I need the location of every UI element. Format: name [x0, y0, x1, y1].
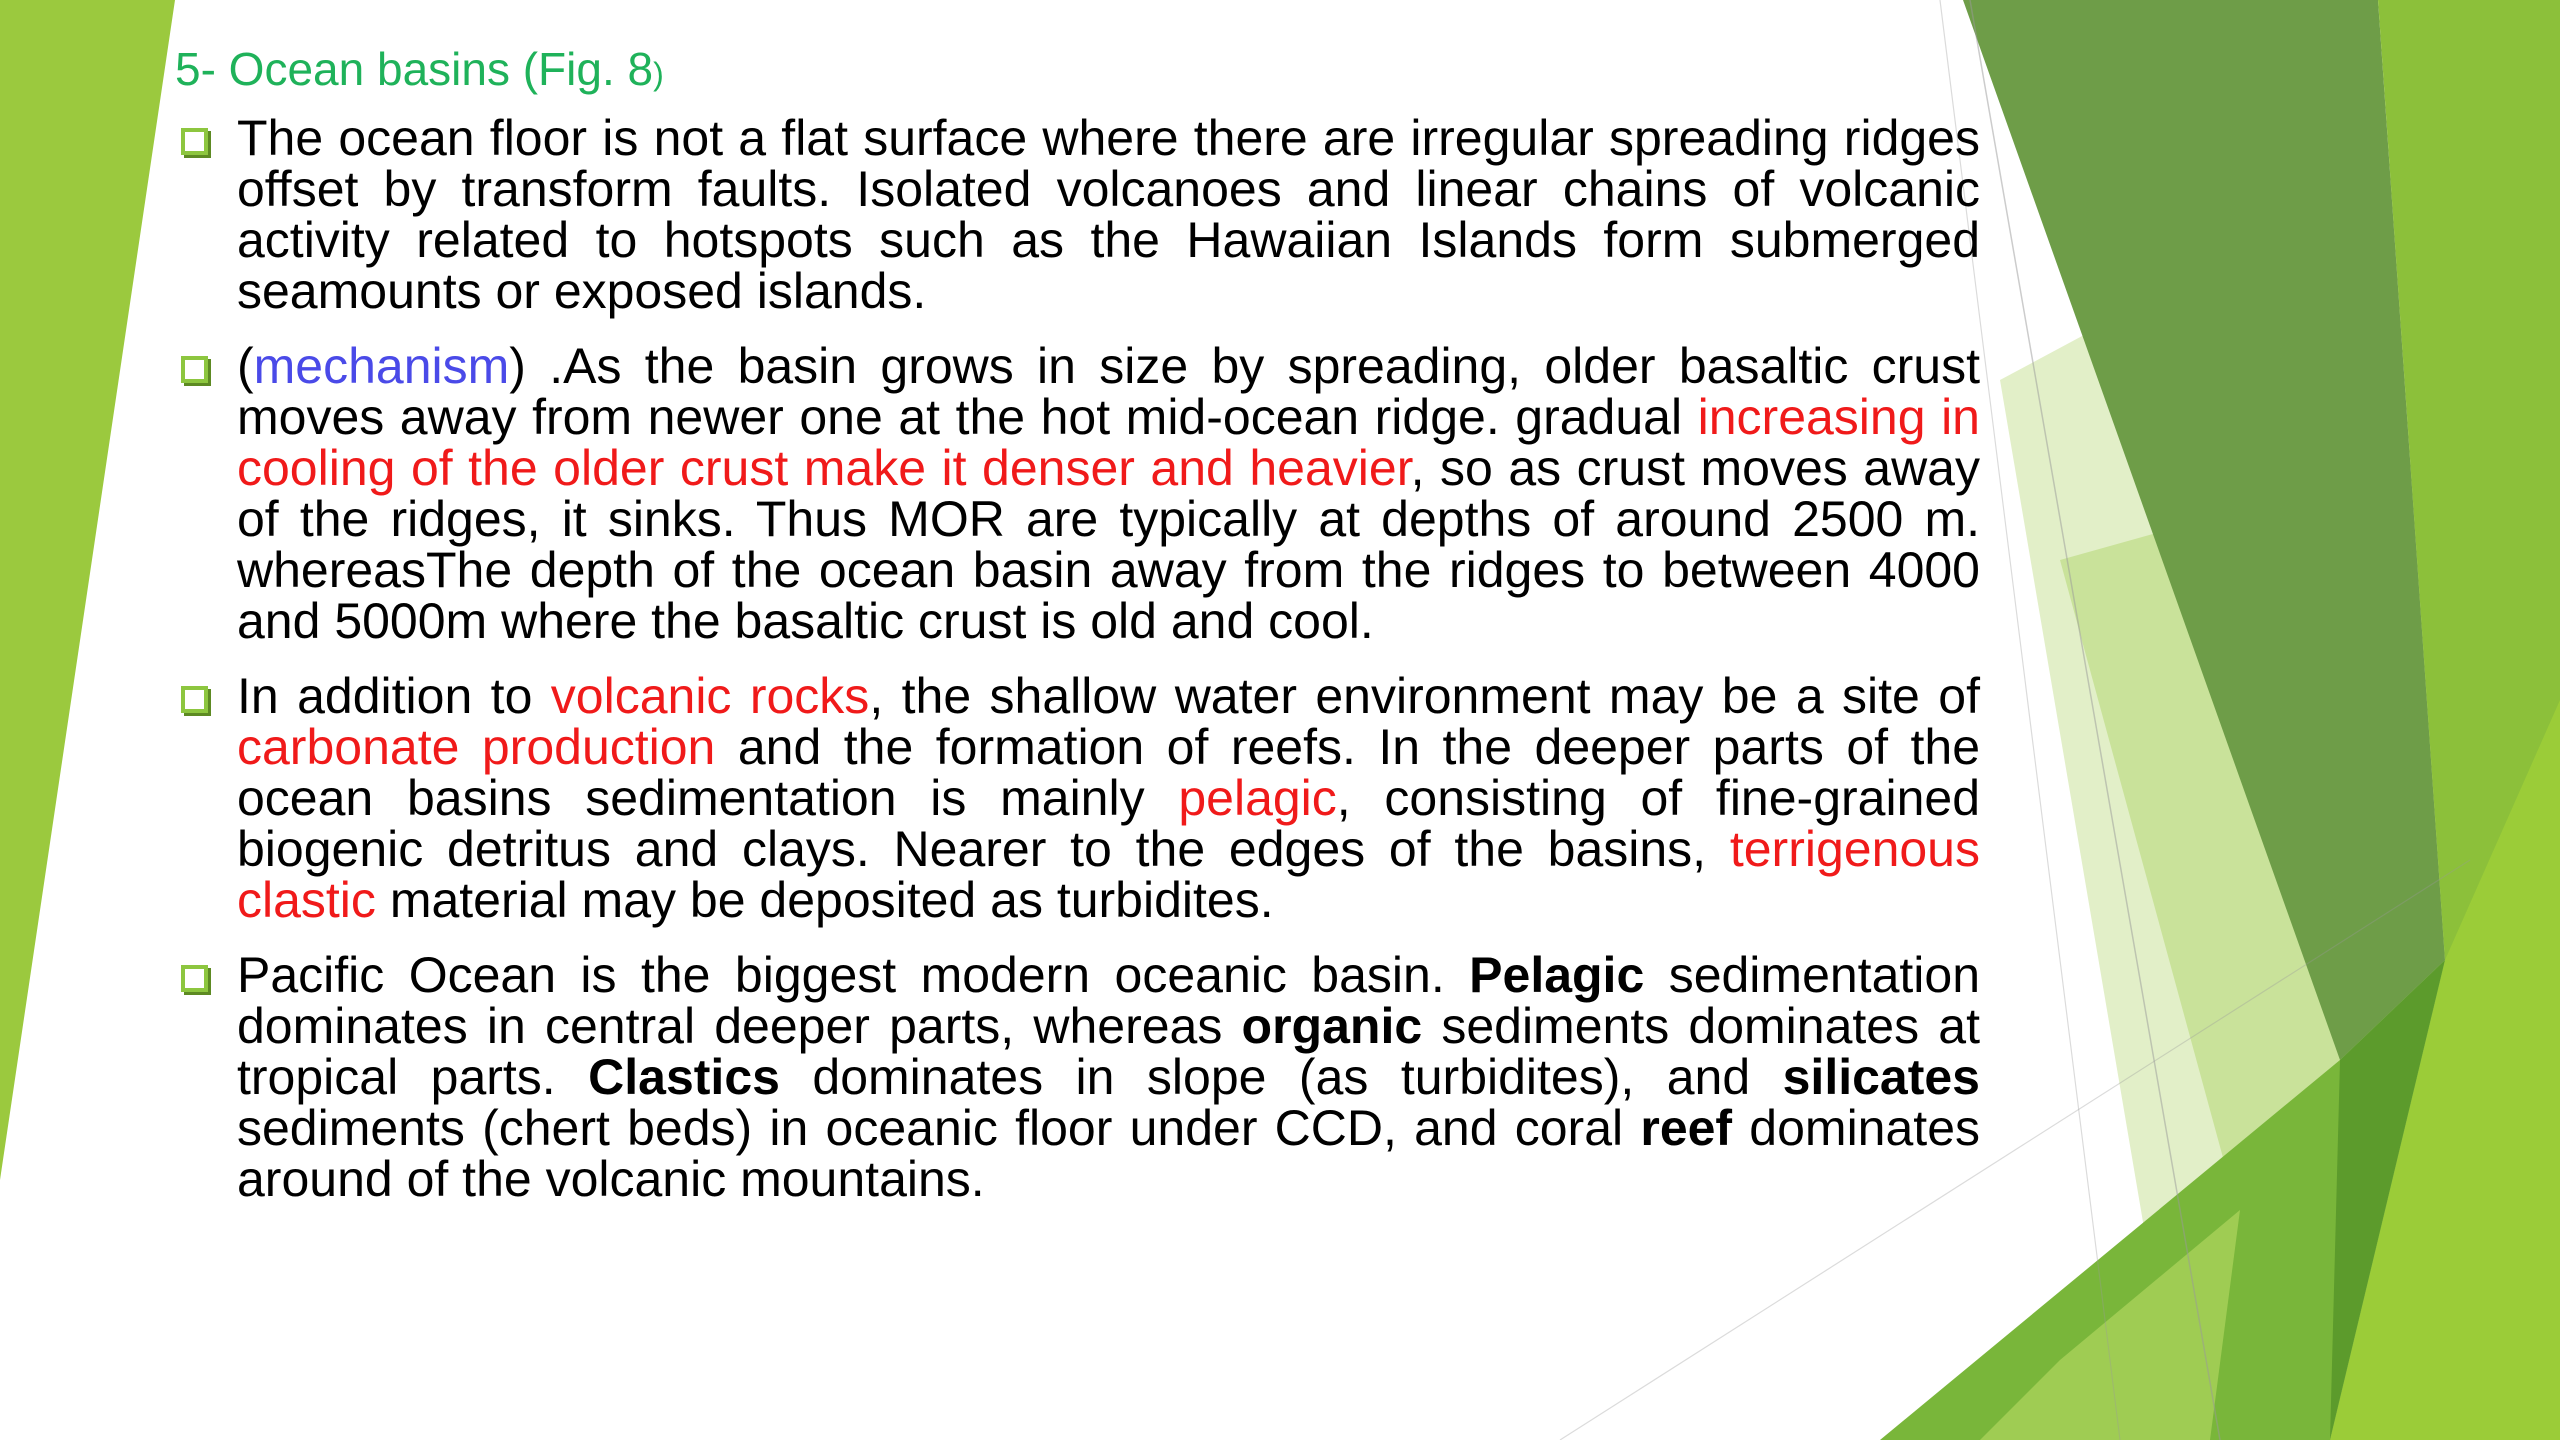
highlight-pelagic: pelagic [1178, 770, 1337, 827]
bold-reef: reef [1640, 1100, 1733, 1157]
bullet-text: , the shallow water environment may be a site of [869, 668, 1980, 725]
bullet-mechanism [175, 338, 1980, 650]
bullet-square-icon [181, 356, 208, 383]
highlight-terrigenous-clastic: terrigenous clastic [237, 821, 1980, 929]
bullet-pacific-ocean [175, 947, 1980, 1208]
slide-title-text: 5- Ocean basins (Fig. 8 [175, 43, 654, 95]
bullet-text: Pacific Ocean is the biggest modern oceanic basin. [237, 947, 1470, 1004]
bold-organic: organic [1241, 998, 1423, 1055]
bullet-text: The ocean floor is not a flat surface where there are irregular spreading ridges offset by transform faults. Isolated volcanoes and linear chains of volcanic activity related to hotspots such as the Hawaiian Islands form submerged seamounts or exposed islands. [237, 110, 1980, 320]
bullet-square-icon [181, 128, 208, 155]
bullet-list [175, 110, 1981, 1208]
bullet-text: dominates in slope (as turbidites), and [779, 1049, 1783, 1106]
slide-content [175, 42, 1980, 1229]
bullet-square-icon [181, 686, 208, 713]
slide-title-paren: ) [653, 56, 664, 92]
bullet-text: , consisting of fine-grained biogenic detritus and clays. Nearer to the edges of the basins, [237, 770, 1980, 878]
bold-pelagic: Pelagic [1469, 947, 1645, 1004]
bottom-light-facet [1980, 1210, 2240, 1440]
bold-clastics: Clastics [588, 1049, 780, 1106]
bullet-text: and the formation of reefs. In the deeper parts of the ocean basins sedimentation is mainly [237, 719, 1981, 827]
bold-silicates: silicates [1782, 1049, 1980, 1106]
bullet-ocean-floor [175, 110, 1980, 320]
bullet-text: ( [237, 338, 254, 395]
bullet-text: sedimentation dominates in central deeper parts, whereas [237, 947, 1980, 1055]
highlight-cooling: increasing in cooling of the older crust make it denser and heavier [237, 389, 1980, 497]
bullet-text: dominates around of the volcanic mountains. [237, 1100, 1980, 1208]
bullet-text: material may be deposited as turbidites. [375, 872, 1274, 929]
highlight-mechanism: mechanism [253, 338, 510, 395]
slide-title [175, 42, 1980, 97]
bullet-text: sediments (chert beds) in oceanic floor under CCD, and coral [237, 1100, 1641, 1157]
bullet-text: sediments dominates at tropical parts. [237, 998, 1980, 1106]
highlight-carbonate-production: carbonate production [237, 719, 716, 776]
bullet-text: In addition to [237, 668, 551, 725]
bullet-text: , so as crust moves away of the ridges, it sinks. Thus MOR are typically at depths of around 2500 m. whereasThe depth of the ocean basin away from the ridges to between 4000 and 5000m where the basaltic crust is old and cool. [237, 440, 1980, 650]
bullet-text: ) .As the basin grows in size by spreading, older basaltic crust moves away from newer one at the hot mid-ocean ridge. gradual [237, 338, 1980, 446]
highlight-volcanic-rocks: volcanic rocks [550, 668, 870, 725]
bullet-sedimentation [175, 668, 1981, 929]
bullet-square-icon [181, 965, 208, 992]
